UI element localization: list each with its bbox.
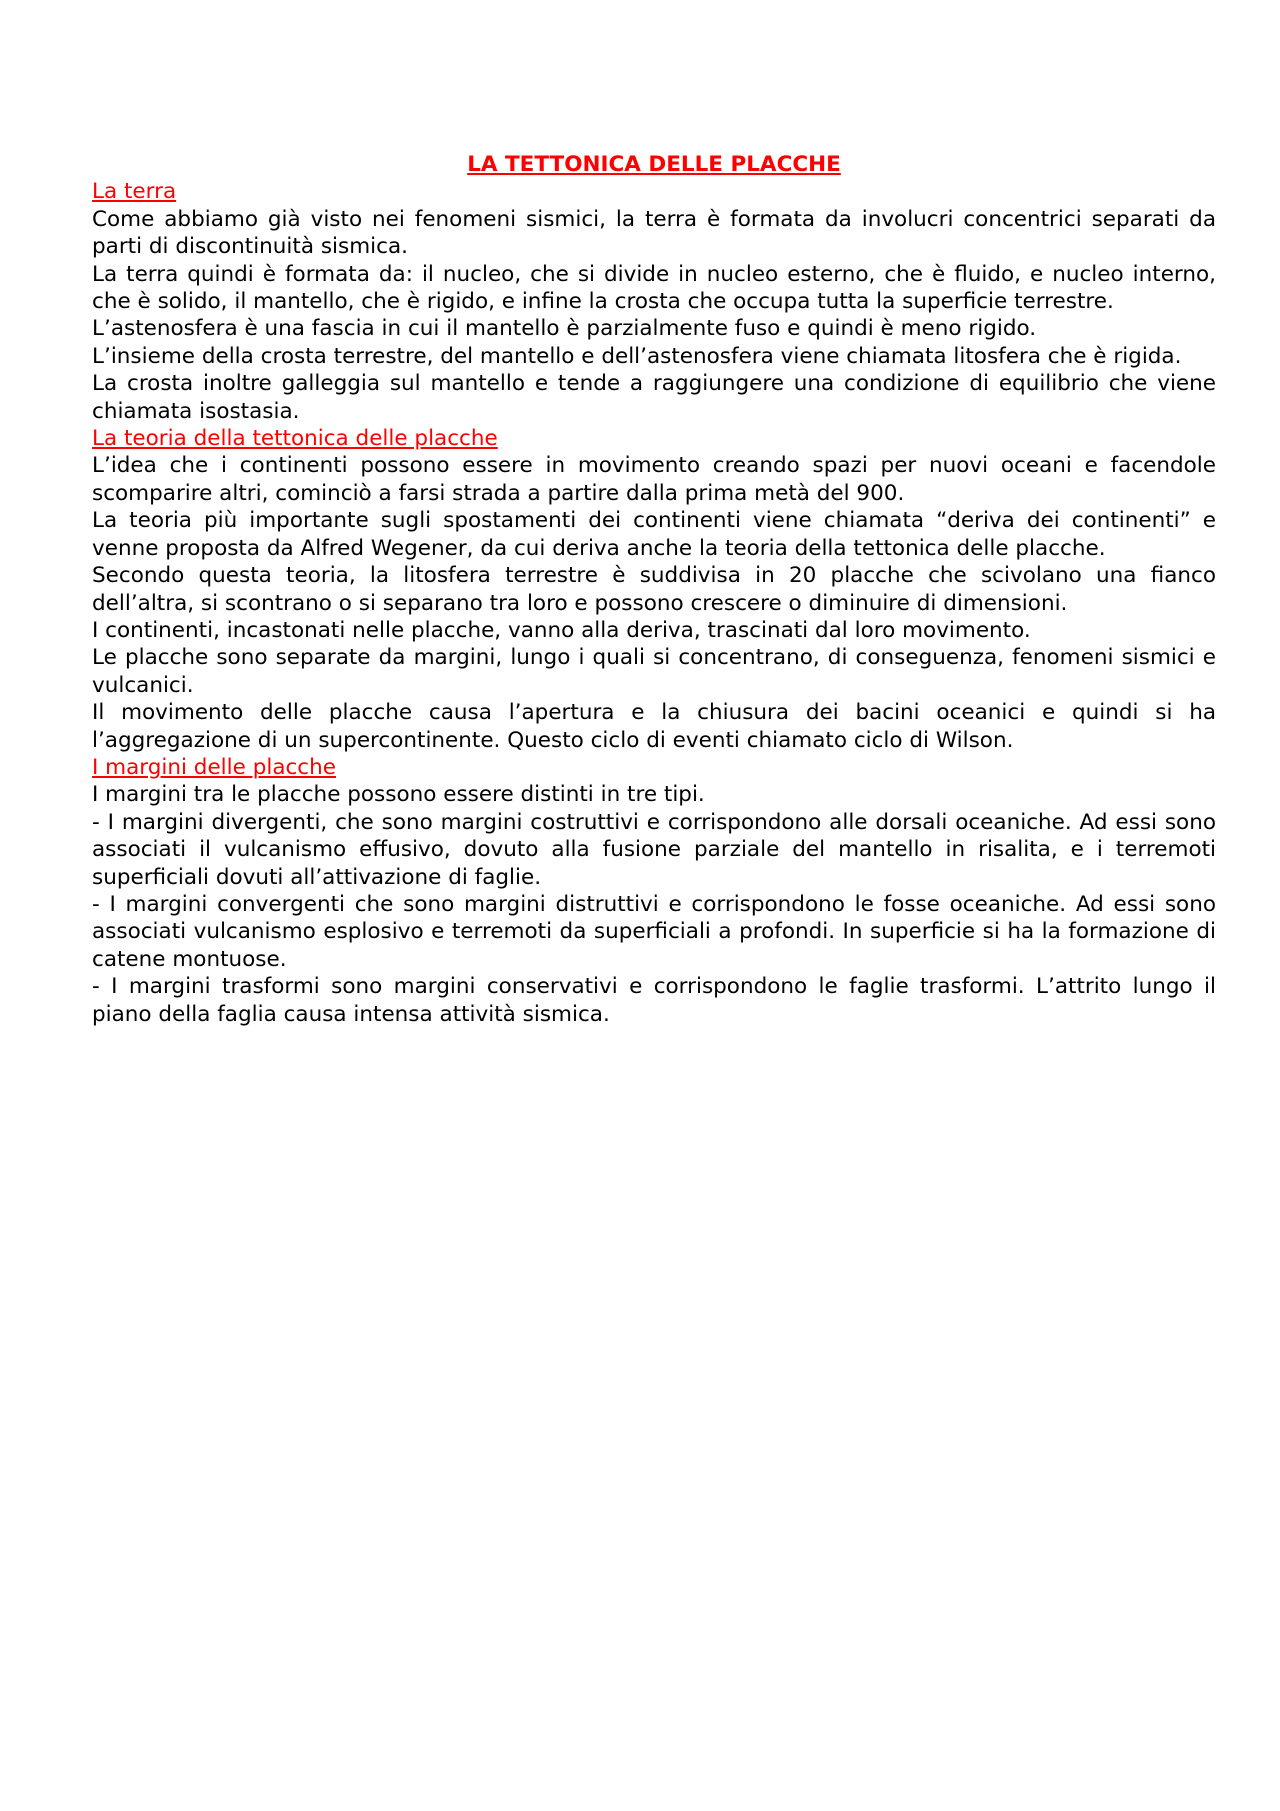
document-title: LA TETTONICA DELLE PLACCHE	[467, 152, 841, 177]
paragraph: La terra quindi è formata da: il nucleo, che si divide in nucleo esterno, che è fluido, e nucleo interno, che è solido, il mantello, che è rigido, e infine la crosta che occupa tutta la superficie terrestre.	[92, 261, 1216, 315]
paragraph: - I margini trasformi sono margini conservativi e corrispondono le faglie trasformi. L’attrito lungo il piano della faglia causa intensa attività sismica.	[92, 974, 1216, 1027]
paragraph: L’astenosfera è una fascia in cui il mantello è parzialmente fuso e quindi è meno rigido.	[92, 316, 1037, 342]
paragraph: - I margini divergenti, che sono margini costruttivi e corrispondono alle dorsali oceaniche. Ad essi sono associati il vulcanismo effusivo, dovuto alla fusione parziale del mantello in risalita, e i terremoti superficiali dovuti all’attivazione di faglie.	[92, 809, 1216, 890]
paragraph: I margini tra le placche possono essere distinti in tre tipi.	[92, 782, 705, 808]
section-teoria-tettonica	[92, 425, 1216, 754]
paragraph: Le placche sono separate da margini, lungo i quali si concentrano, di conseguenza, fenomeni sismici e vulcanici.	[92, 645, 1216, 698]
document-body	[92, 151, 1216, 1028]
paragraph: L’idea che i continenti possono essere in movimento creando spazi per nuovi oceani e facendole scomparire altri, cominciò a farsi strada a partire dalla prima metà del 900.	[92, 453, 1216, 506]
paragraph: Secondo questa teoria, la litosfera terrestre è suddivisa in 20 placche che scivolano una fianco dell’altra, si scontrano o si separano tra loro e possono crescere o diminuire di dimensioni.	[92, 563, 1216, 616]
section-heading: I margini delle placche	[92, 754, 336, 780]
paragraph: I continenti, incastonati nelle placche, vanno alla deriva, trascinati dal loro movimento.	[92, 617, 1031, 643]
paragraph: Il movimento delle placche causa l’apertura e la chiusura dei bacini oceanici e quindi si ha l’aggregazione di un supercontinente. Questo ciclo di eventi chiamato ciclo di Wilson.	[92, 700, 1216, 753]
section-heading: La terra	[92, 179, 177, 205]
paragraph: La teoria più importante sugli spostamenti dei continenti viene chiamata “deriva dei continenti” e venne proposta da Alfred Wegener, da cui deriva anche la teoria della tettonica delle placche.	[92, 508, 1216, 561]
paragraph: L’insieme della crosta terrestre, del mantello e dell’astenosfera viene chiamata litosfera che è rigida.	[92, 343, 1182, 369]
section-margini-placche	[92, 754, 1216, 1028]
paragraph: Come abbiamo già visto nei fenomeni sismici, la terra è formata da involucri concentrici separati da parti di discontinuità sismica.	[92, 206, 1216, 260]
section-la-terra	[92, 178, 1216, 425]
section-heading: La teoria della tettonica delle placche	[92, 426, 498, 452]
paragraph: La crosta inoltre galleggia sul mantello e tende a raggiungere una condizione di equilibrio che viene chiamata isostasia.	[92, 371, 1216, 424]
paragraph: - I margini convergenti che sono margini distruttivi e corrispondono le fosse oceaniche. Ad essi sono associati vulcanismo esplosivo e terremoti da superficiali a profondi. In superficie si ha la formazione di catene montuose.	[92, 891, 1216, 972]
